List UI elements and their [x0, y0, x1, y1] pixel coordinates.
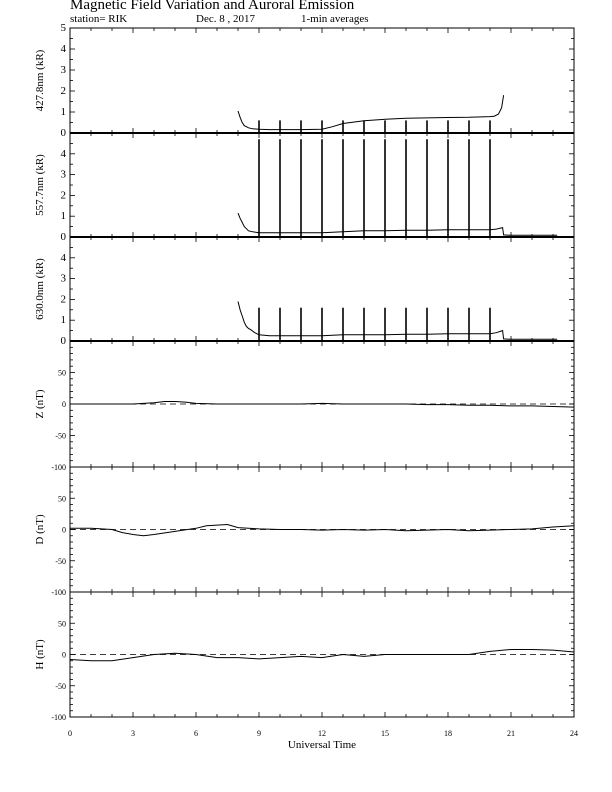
x-axis-label: Universal Time: [287, 739, 357, 751]
panel-4-ylabel: D (nT): [34, 514, 46, 545]
xtick-label: 3: [131, 729, 135, 738]
panel-2-ytick-label: 0: [60, 335, 66, 347]
panel-4-ytick-label: 50: [58, 494, 66, 504]
panel-1-ylabel: 557.7nm (kR): [34, 154, 46, 216]
panel-0-ytick-label: 1: [60, 106, 66, 118]
panel-4-ytick-label: -100: [51, 588, 66, 597]
panel-0-ytick-label: 5: [60, 22, 66, 34]
panel-1-ytick-label: 3: [60, 168, 66, 181]
panel-5-ytick-label: -100: [51, 713, 66, 722]
panel-2-ytick-label: 3: [60, 272, 66, 285]
xtick-label: 9: [257, 729, 261, 738]
panel-5-ylabel: H (nT): [34, 639, 46, 670]
station-label: station= RIK: [70, 13, 128, 25]
panel-0-frame: [70, 28, 574, 133]
chart-title: Magnetic Field Variation and Auroral Emission: [70, 0, 355, 13]
panel-5-series-0: [70, 650, 574, 661]
panel-3-ytick-label: 50: [58, 368, 66, 378]
xtick-label: 12: [318, 729, 326, 738]
panel-1-series-0: [238, 213, 557, 235]
panel-2-series-0: [238, 302, 557, 340]
panel-0-ytick-label: 4: [60, 43, 66, 55]
panel-3-ytick-label: -50: [55, 431, 66, 441]
panel-2-ylabel: 630.0nm (kR): [34, 258, 46, 320]
xtick-label: 24: [570, 729, 578, 738]
xtick-label: 21: [507, 729, 515, 738]
panel-3-ylabel: Z (nT): [34, 389, 46, 419]
panel-0-ylabel: 427.8nm (kR): [34, 49, 46, 112]
panel-3-ytick-label: 0: [62, 400, 66, 409]
panel-2-ytick-label: 1: [60, 314, 66, 327]
panel-0-ytick-label: 0: [60, 127, 66, 139]
panel-5-ytick-label: 0: [62, 650, 66, 660]
panel-0-ytick-label: 2: [60, 85, 66, 97]
xtick-label: 18: [444, 729, 452, 738]
panel-5-ytick-label: -50: [55, 681, 66, 691]
panel-1-ytick-label: 2: [60, 189, 66, 202]
panel-4-ytick-label: 0: [62, 525, 66, 535]
date-label: Dec. 8 , 2017: [196, 13, 255, 25]
panel-0-series-0: [238, 95, 504, 129]
panel-2-ytick-label: 4: [60, 251, 66, 264]
xtick-label: 6: [194, 729, 198, 738]
panel-0-ytick-label: 3: [60, 64, 66, 76]
xtick-label: 0: [68, 729, 72, 738]
panel-5-ytick-label: 50: [58, 619, 66, 629]
panel-1-ytick-label: 1: [60, 210, 66, 223]
panel-4-ytick-label: -50: [55, 556, 66, 566]
panel-3-ytick-label: -100: [51, 463, 66, 472]
panel-2-ytick-label: 2: [60, 293, 66, 306]
xtick-label: 15: [381, 729, 389, 738]
averaging-label: 1-min averages: [301, 13, 369, 25]
panel-1-ytick-label: 4: [60, 147, 66, 160]
panel-4-series-0: [70, 525, 574, 536]
panel-1-ytick-label: 0: [60, 231, 66, 243]
